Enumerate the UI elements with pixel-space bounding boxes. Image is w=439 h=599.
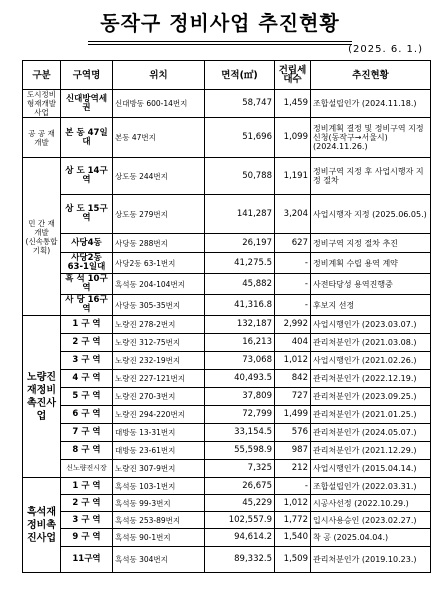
row-name: 4 구 역 <box>61 370 113 388</box>
row-name: 8 구 역 <box>61 442 113 460</box>
row-status: 관리처분인가 (2021.12.29.) <box>311 442 431 460</box>
row-area: 72,799 <box>205 406 275 424</box>
row-name: 1 구 역 <box>61 316 113 334</box>
row-loc: 사당2동 63-1번지 <box>113 253 205 274</box>
table-row <box>23 424 431 442</box>
table-row <box>23 529 431 547</box>
row-name: 3 구 역 <box>61 512 113 529</box>
table-row <box>23 442 431 460</box>
row-status: 정비계획 결정 및 정비구역 지정 신청(동작구→서울시) (2024.11.26.) <box>311 118 431 158</box>
title-text: 동작구 정비사업 추진현황 <box>100 11 340 35</box>
row-units: 576 <box>275 424 311 442</box>
group-mingan-label: 민 간 재개발 <box>28 218 55 237</box>
row-name: 9 구 역 <box>61 529 113 547</box>
row-status: 사전타당성 용역진행중 <box>311 274 431 295</box>
row-units: 1,540 <box>275 529 311 547</box>
row-loc: 사당동 305-35번지 <box>113 295 205 316</box>
table-row <box>23 274 431 295</box>
row-name: 2 구 역 <box>61 495 113 512</box>
row-loc: 상도동 244번지 <box>113 158 205 195</box>
table-row <box>23 406 431 424</box>
title-underline-2 <box>88 44 352 45</box>
group-redev-small: 도시정비형재개발사업 <box>23 90 61 118</box>
row-name: 흑 석 10구역 <box>61 274 113 295</box>
row-name: 3 구 역 <box>61 352 113 370</box>
row-loc: 신대방동 600-14번지 <box>113 90 205 118</box>
row-area: 40,493.5 <box>205 370 275 388</box>
table-row <box>23 334 431 352</box>
row-area: 16,213 <box>205 334 275 352</box>
table-row <box>23 158 431 195</box>
row-name: 사당2동 63-1일대 <box>61 253 113 274</box>
row-name: 신대방역세권 <box>61 90 113 118</box>
row-name: 사당4동 <box>61 234 113 253</box>
row-loc: 노량진 278-2번지 <box>113 316 205 334</box>
row-area: 102,557.9 <box>205 512 275 529</box>
row-status: 정비계획 수립 용역 계약 <box>311 253 431 274</box>
row-area: 51,696 <box>205 118 275 158</box>
row-status: 사업시행인가 (2023.03.07.) <box>311 316 431 334</box>
header-guyeok: 구역명 <box>61 61 113 90</box>
row-area: 45,229 <box>205 495 275 512</box>
row-status: 관리처분인가 (2024.05.07.) <box>311 424 431 442</box>
table-row <box>23 478 431 495</box>
header-area: 면적(㎡) <box>205 61 275 90</box>
row-name: 상 도 14구역 <box>61 158 113 195</box>
row-loc: 흑석동 204-104번지 <box>113 274 205 295</box>
row-name: 6 구 역 <box>61 406 113 424</box>
row-loc: 본동 47번지 <box>113 118 205 158</box>
table-row <box>23 253 431 274</box>
row-units: 2,992 <box>275 316 311 334</box>
row-status: 관리처분인가 (2021.03.08.) <box>311 334 431 352</box>
row-units: 842 <box>275 370 311 388</box>
row-area: 55,598.9 <box>205 442 275 460</box>
group-mingan <box>23 158 61 316</box>
row-units: - <box>275 478 311 495</box>
row-name: 1 구 역 <box>61 478 113 495</box>
group-mingan-sub: (신속통합기획) <box>25 236 58 255</box>
row-status: 사업시행인가 (2015.04.14.) <box>311 460 431 478</box>
row-name: 5 구 역 <box>61 388 113 406</box>
row-status: 착 공 (2025.04.04.) <box>311 529 431 547</box>
header-wichi: 위치 <box>113 61 205 90</box>
table-row <box>23 460 431 478</box>
header-status: 추진현황 <box>311 61 431 90</box>
row-area: 141,287 <box>205 195 275 234</box>
row-status: 시공사선정 (2022.10.29.) <box>311 495 431 512</box>
row-area: 132,187 <box>205 316 275 334</box>
row-units: 1,499 <box>275 406 311 424</box>
row-status: 조합설립인가 (2024.11.18.) <box>311 90 431 118</box>
table-row <box>23 352 431 370</box>
row-units: 1,772 <box>275 512 311 529</box>
table-row <box>23 90 431 118</box>
row-units: 1,191 <box>275 158 311 195</box>
row-area: 26,197 <box>205 234 275 253</box>
row-loc: 노량진 270-3번지 <box>113 388 205 406</box>
table-row <box>23 316 431 334</box>
row-units: 1,509 <box>275 547 311 573</box>
row-area: 7,325 <box>205 460 275 478</box>
title-underline <box>88 41 352 42</box>
row-status: 조합설립인가 (2022.03.31.) <box>311 478 431 495</box>
row-status: 사업시행인가 (2021.02.26.) <box>311 352 431 370</box>
row-units: 1,459 <box>275 90 311 118</box>
row-loc: 노량진 307-9번지 <box>113 460 205 478</box>
row-units: 727 <box>275 388 311 406</box>
row-name: 상 도 15구역 <box>61 195 113 234</box>
table-row <box>23 495 431 512</box>
row-name: 2 구 역 <box>61 334 113 352</box>
row-area: 89,332.5 <box>205 547 275 573</box>
row-loc: 노량진 294-220번지 <box>113 406 205 424</box>
row-loc: 상도동 279번지 <box>113 195 205 234</box>
row-loc: 흑석동 99-3번지 <box>113 495 205 512</box>
row-status: 관리처분인가 (2019.10.23.) <box>311 547 431 573</box>
row-units: 404 <box>275 334 311 352</box>
row-units: 3,204 <box>275 195 311 234</box>
row-status: 관리처분인가 (2023.09.25.) <box>311 388 431 406</box>
table-row <box>23 234 431 253</box>
group-gongong: 공 공 재개발 <box>23 118 61 158</box>
row-loc: 흑석동 103-1번지 <box>113 478 205 495</box>
row-loc: 노량진 227-121번지 <box>113 370 205 388</box>
table-row <box>23 370 431 388</box>
row-loc: 대방동 13-31번지 <box>113 424 205 442</box>
table-row <box>23 295 431 316</box>
row-units: 1,012 <box>275 495 311 512</box>
row-area: 58,747 <box>205 90 275 118</box>
row-area: 37,809 <box>205 388 275 406</box>
row-status: 관리처분인가 (2022.12.19.) <box>311 370 431 388</box>
row-area: 94,614.2 <box>205 529 275 547</box>
row-status: 관리처분인가 (2021.01.25.) <box>311 406 431 424</box>
row-status: 후보지 선정 <box>311 295 431 316</box>
row-name: 신노량진시장 <box>61 460 113 478</box>
row-units: 987 <box>275 442 311 460</box>
row-area: 73,068 <box>205 352 275 370</box>
row-status: 사업시행자 지정 (2025.06.05.) <box>311 195 431 234</box>
row-area: 33,154.5 <box>205 424 275 442</box>
row-units: 627 <box>275 234 311 253</box>
table-row <box>23 512 431 529</box>
table-row <box>23 195 431 234</box>
header-row <box>23 61 431 90</box>
row-loc: 노량진 232-19번지 <box>113 352 205 370</box>
row-units: 1,012 <box>275 352 311 370</box>
table-row <box>23 388 431 406</box>
row-loc: 사당동 288번지 <box>113 234 205 253</box>
row-loc: 노량진 312-75번지 <box>113 334 205 352</box>
row-area: 41,316.8 <box>205 295 275 316</box>
row-area: 45,882 <box>205 274 275 295</box>
row-loc: 대방동 23-61번지 <box>113 442 205 460</box>
header-units: 건립세대수 <box>275 61 311 90</box>
group-noryangjin: 노량진재정비촉진사업 <box>23 316 61 478</box>
row-units: - <box>275 295 311 316</box>
row-loc: 흑석동 304번지 <box>113 547 205 573</box>
row-status: 입시사용승인 (2023.02.27.) <box>311 512 431 529</box>
header-gubun: 구분 <box>23 61 61 90</box>
row-area: 41,275.5 <box>205 253 275 274</box>
row-status: 정비구역 지정 절차 추진 <box>311 234 431 253</box>
row-units: 1,099 <box>275 118 311 158</box>
table-row <box>23 118 431 158</box>
row-units: - <box>275 274 311 295</box>
group-heukseok: 흑석재정비촉진사업 <box>23 478 61 573</box>
row-units: 212 <box>275 460 311 478</box>
row-units: - <box>275 253 311 274</box>
report-date: (2025. 6. 1.) <box>348 44 423 55</box>
row-name: 본 동 47일대 <box>61 118 113 158</box>
project-table <box>22 60 431 573</box>
row-name: 사 당 16구역 <box>61 295 113 316</box>
row-loc: 흑석동 90-1번지 <box>113 529 205 547</box>
row-area: 50,788 <box>205 158 275 195</box>
row-name: 7 구 역 <box>61 424 113 442</box>
row-status: 정비구역 지정 후 사업시행자 지정 절차 <box>311 158 431 195</box>
row-area: 26,675 <box>205 478 275 495</box>
row-name: 11구역 <box>61 547 113 573</box>
page-title <box>70 10 370 36</box>
table-row <box>23 547 431 573</box>
row-loc: 흑석동 253-89번지 <box>113 512 205 529</box>
